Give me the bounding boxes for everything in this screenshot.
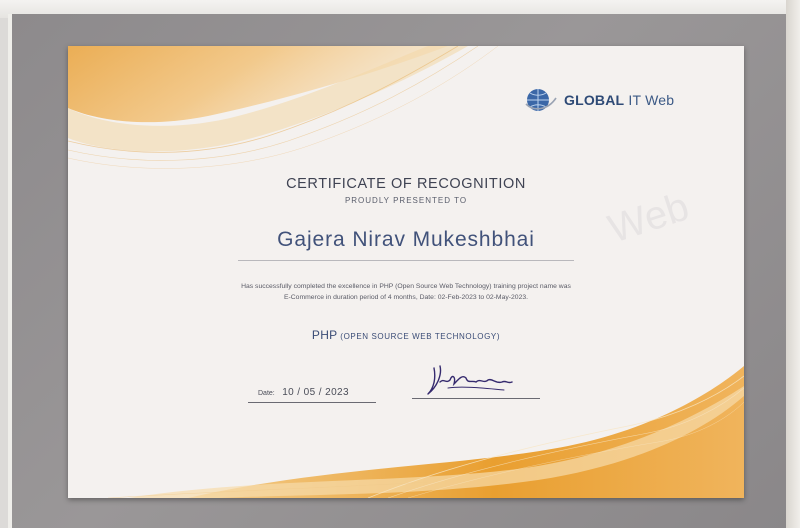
description-line-1: Has successfully completed the excellence in PHP (Open Source Web Technology) training project name was	[241, 283, 571, 290]
signature-icon	[412, 360, 540, 398]
course-name	[68, 326, 744, 344]
name-underline	[238, 260, 574, 261]
date-label: Date:	[258, 390, 275, 397]
certificate-title: CERTIFICATE OF RECOGNITION	[286, 176, 526, 192]
background-paper-right	[786, 0, 800, 528]
recipient-name: Gajera Nirav Mukeshbhai	[277, 228, 535, 251]
watermark-text: Web	[603, 184, 695, 252]
course-main: PHP	[311, 328, 338, 342]
date-field	[248, 382, 376, 403]
global-it-web-logo	[524, 86, 674, 114]
description-line-2: E-Commerce in duration period of 4 months, Date: 02-Feb-2023 to 02-May-2023.	[283, 293, 529, 301]
logo-text: GLOBAL IT Web	[564, 92, 675, 108]
date-value: 10 / 05 / 2023	[282, 387, 349, 398]
signature-field	[412, 360, 540, 399]
globe-icon	[524, 86, 558, 114]
certificate-subtitle: PROUDLY PRESENTED TO	[344, 196, 468, 205]
certificate-description	[188, 282, 624, 303]
certificate	[68, 46, 744, 498]
course-sub: (OPEN SOURCE WEB TECHNOLOGY)	[337, 332, 501, 341]
